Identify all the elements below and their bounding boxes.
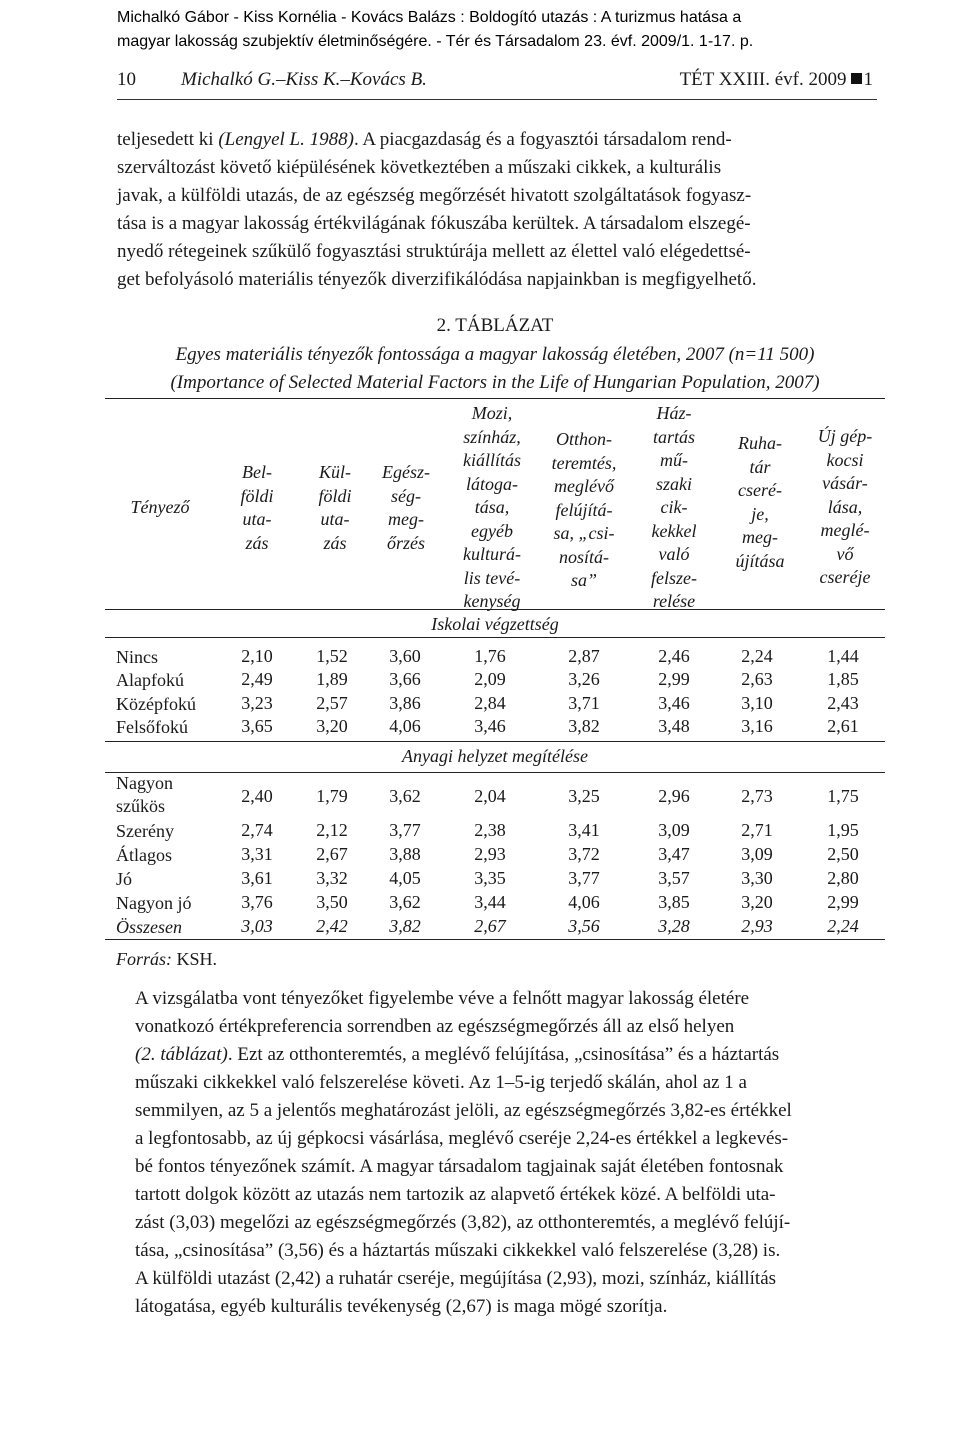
table-cell: 2,93 [741,916,773,936]
table-cell: 2,04 [474,786,506,806]
column-header: Ruha- tár cseré- je, meg- újítása [735,433,785,571]
table-cell: 2,50 [827,844,859,864]
row-label: Nagyon jó [116,893,192,913]
table-cell: 2,74 [241,820,273,840]
table-cell: 2,24 [741,646,773,666]
table-cell: 2,12 [316,820,348,840]
table-cell: 4,06 [568,892,600,912]
table-cell: 3,60 [389,646,421,666]
table-cell: 3,20 [316,716,348,736]
text-line: tartott dolgok között az utazás nem tartozik az alapvető értékek közé. A belföldi uta- [135,1184,776,1205]
table-cell: 3,62 [389,786,421,806]
table-cell: 2,67 [316,844,348,864]
table-cell: 3,32 [316,868,348,888]
text-line: teljesedett ki (Lengyel L. 1988). A piacgazdaság és a fogyasztói társadalom rend- [117,129,732,150]
source-value: KSH. [172,949,218,969]
table-cell: 3,16 [741,716,773,736]
table-cell: 2,61 [827,716,859,736]
running-header [117,69,877,100]
table-cell: 2,73 [741,786,773,806]
table-title-hu: Egyes materiális tényezők fontossága a magyar lakosság életében, 2007 (n=11 500) [175,344,815,365]
table-cell: 3,03 [241,916,273,936]
text-line: nyedő rétegeinek szűkülő fogyasztási struktúrája mellett az élettel való elégedettsé- [117,241,751,262]
table-cell: 2,99 [827,892,859,912]
table-cell: 3,85 [658,892,690,912]
table-cell: 2,24 [827,916,859,936]
table-cell: 1,76 [474,646,506,666]
table-title-en: (Importance of Selected Material Factors in the Life of Hungarian Population, 2007) [170,372,820,393]
journal-info [680,69,873,91]
table-cell: 3,48 [658,716,690,736]
column-header: Egész- ség- meg- őrzés [382,462,430,553]
row-label: Szerény [116,821,174,841]
row-label: Nagyon szűkös [116,773,173,816]
table-cell: 1,95 [827,820,859,840]
table-rule [105,637,885,638]
table-cell: 2,57 [316,693,348,713]
table-cell: 3,09 [741,844,773,864]
table-cell: 3,28 [658,916,690,936]
table-cell: 3,61 [241,868,273,888]
table-cell: 3,46 [474,716,506,736]
table-cell: 3,10 [741,693,773,713]
text-line: bé fontos tényezőnek számít. A magyar társadalom tagjainak saját életében fontosnak [135,1156,784,1177]
running-authors: Michalkó G.–Kiss K.–Kovács B. [181,69,427,90]
table-cell: 3,30 [741,868,773,888]
table-cell: 2,42 [316,916,348,936]
table-cell: 3,41 [568,820,600,840]
table-rule [105,398,885,399]
table-cell: 1,79 [316,786,348,806]
table-rule [105,939,885,940]
table-cell: 3,86 [389,693,421,713]
table-cell: 2,09 [474,669,506,689]
text-line: get befolyásoló materiális tényezők diverzifikálódása napjainkban is megfigyelhető. [117,269,757,290]
table-cell: 3,57 [658,868,690,888]
text-line: a legfontosabb, az új gépkocsi vásárlása, meglévő cseréje 2,24-es értékkel a legkevés- [135,1128,789,1149]
table-cell: 2,10 [241,646,273,666]
table-rule [105,741,885,742]
citation-ref: (2. táblázat) [135,1044,228,1065]
section-header: Anyagi helyzet megítélése [402,746,588,766]
text-line: (2. táblázat). Ezt az otthonteremtés, a meglévő felújítása, „csinosítása” és a háztartás [135,1044,780,1065]
source-label: Forrás: [116,949,173,969]
text-line: szerváltozást követő kiépülésének következtében a műszaki cikkek, a kulturális [117,157,722,178]
table-cell: 3,62 [389,892,421,912]
table-cell: 3,20 [741,892,773,912]
table-cell: 3,82 [568,716,600,736]
body-paragraph-1 [117,126,877,294]
text-line: látogatása, egyéb kulturális tevékenység (2,67) is maga mögé szorítja. [135,1296,668,1317]
table-cell: 3,71 [568,693,600,713]
table-cell: 3,46 [658,693,690,713]
table-cell: 3,76 [241,892,273,912]
table-cell: 3,23 [241,693,273,713]
column-header: Mozi, színház, kiállítás látoga- tása, egyéb kulturá- lis tevé- kenység [463,403,521,611]
table-cell: 2,71 [741,820,773,840]
citation-line: magyar lakosság szubjektív életminőségére. - Tér és Társadalom 23. évf. 2009/1. 1-17. p. [117,33,754,50]
table-cell: 3,26 [568,669,600,689]
table-cell: 1,52 [316,646,348,666]
table-cell: 2,84 [474,693,506,713]
column-header: Kül- földi uta- zás [318,462,352,553]
table-cell: 2,38 [474,820,506,840]
row-label: Középfokú [116,694,196,714]
text-line: tása, „csinosítása” (3,56) és a háztartás műszaki cikkekkel való felszerelése (3,28) is. [135,1240,781,1261]
citation-ref: (Lengyel L. 1988) [218,129,354,150]
table-cell: 3,88 [389,844,421,864]
row-label: Alapfokú [116,670,184,690]
table-cell: 2,87 [568,646,600,666]
text-line: semmilyen, az 5 a jelentős meghatározást jelöli, az egészségmegőrzés 3,82-es értékkel [135,1100,792,1121]
table-source [116,949,217,970]
table-cell: 3,82 [389,916,421,936]
table-cell: 4,05 [389,868,421,888]
table-cell: 3,25 [568,786,600,806]
table-cell: 2,80 [827,868,859,888]
table-cell: 2,67 [474,916,506,936]
square-bullet-icon [851,73,862,84]
table-cell: 3,77 [389,820,421,840]
table-cell: 3,44 [474,892,506,912]
text-line: A vizsgálatba vont tényezőket figyelembe véve a felnőtt magyar lakosság életére [135,988,750,1009]
citation-header [117,6,877,54]
text-line: vonatkozó értékpreferencia sorrendben az egészségmegőrzés áll az első helyen [135,1016,735,1037]
table-cell: 1,44 [827,646,859,666]
page-number: 10 [117,69,136,90]
column-header: Ház- tartás mű- szaki cik- kekkel való felsze- relése [651,403,697,611]
column-header: Új gép- kocsi vásár- lása, meglé- vő cseréje [817,426,873,587]
table-cell: 3,56 [568,916,600,936]
table-cell: 2,46 [658,646,690,666]
text-line: A külföldi utazást (2,42) a ruhatár cseréje, megújítása (2,93), mozi, színház, kiállítás [135,1268,777,1289]
table-cell: 2,40 [241,786,273,806]
table-cell: 3,47 [658,844,690,864]
table-cell: 1,75 [827,786,859,806]
section-header: Iskolai végzettség [431,614,559,634]
table-cell: 1,89 [316,669,348,689]
table-cell: 3,66 [389,669,421,689]
text-line: műszaki cikkekkel való felszerelése követi. Az 1–5-ig terjedő skálán, ahol az 1 a [135,1072,747,1093]
table-cell: 3,72 [568,844,600,864]
table-cell: 2,43 [827,693,859,713]
journal-name: TÉT XXIII. évf. 2009 [679,69,847,90]
table-cell: 2,63 [741,669,773,689]
text-line: zást (3,03) megelőzi az egészségmegőrzés (3,82), az otthonteremtés, a meglévő felújí- [135,1212,791,1233]
row-label: Átlagos [116,845,172,865]
table-number: 2. TÁBLÁZAT [436,315,554,336]
table-cell: 2,93 [474,844,506,864]
body-paragraph-2 [117,985,877,1321]
table-cell: 2,99 [658,669,690,689]
table-cell: 3,35 [474,868,506,888]
table-cell: 2,49 [241,669,273,689]
row-label: Jó [116,869,133,889]
column-header: Bel- földi uta- zás [240,462,274,553]
column-header: Otthon- teremtés, meglévő felújítá- sa, „csi- nosítá- sa” [551,429,617,590]
table-cell: 2,96 [658,786,690,806]
text-line: tása is a magyar lakosság értékvilágának fókuszába kerültek. A társadalom elszegé- [117,213,751,234]
table-cell: 3,77 [568,868,600,888]
table-cell: 3,31 [241,844,273,864]
text-line: javak, a külföldi utazás, de az egészség megőrzését hivatott szolgáltatások fogyasz- [117,185,752,206]
table-cell: 3,09 [658,820,690,840]
table-cell: 3,65 [241,716,273,736]
row-label: Összesen [116,917,182,937]
table-rule [105,772,885,773]
table-cell: 3,50 [316,892,348,912]
row-label: Felsőfokú [116,717,188,737]
citation-line: Michalkó Gábor - Kiss Kornélia - Kovács Balázs : Boldogító utazás : A turizmus hatása a [117,9,742,26]
table-cell: 4,06 [389,716,421,736]
column-header: Tényező [130,497,190,517]
table-cell: 1,85 [827,669,859,689]
row-label: Nincs [116,647,158,667]
issue-number: 1 [863,69,873,90]
